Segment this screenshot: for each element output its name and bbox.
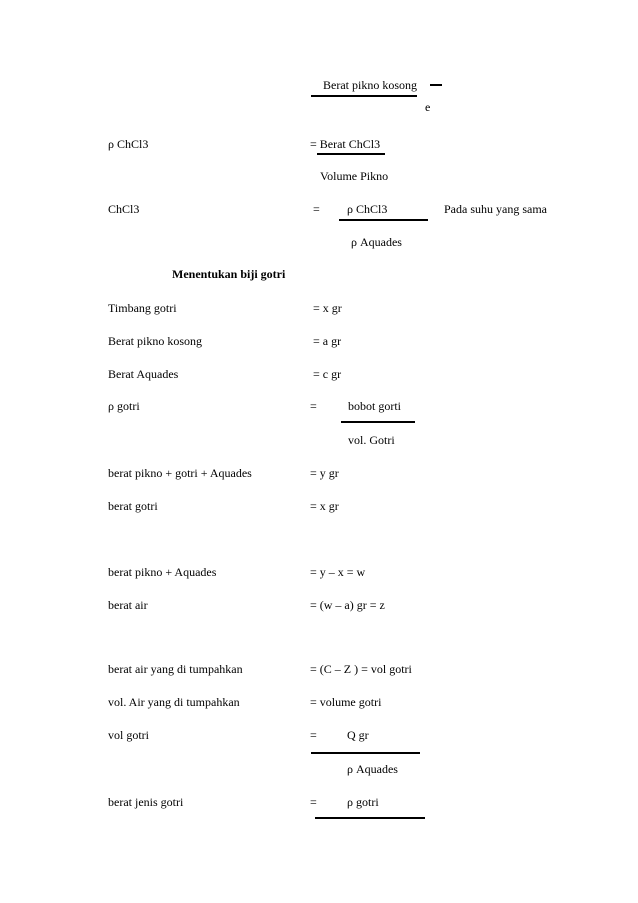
berat-jenis-numerator: ρ gotri — [347, 795, 379, 809]
row-value: = (C – Z ) = vol gotri — [310, 662, 412, 676]
row-value: = (w – a) gr = z — [310, 598, 385, 612]
density-chcl3-denominator: Volume Pikno — [320, 169, 389, 183]
e-text: e — [425, 100, 431, 114]
row-value: = c gr — [313, 367, 342, 381]
row-label: Berat Aquades — [108, 367, 179, 381]
relative-chcl3-denominator: ρ Aquades — [351, 235, 402, 249]
row-value: = y gr — [310, 466, 339, 480]
row-value: = x gr — [313, 301, 342, 315]
relative-chcl3-numerator: ρ ChCl3 — [347, 202, 388, 216]
fraction-bar — [339, 219, 428, 221]
density-gotri-numerator: bobot gorti — [348, 399, 401, 413]
vol-gotri-denominator: ρ Aquades — [347, 762, 398, 776]
row-label: berat gotri — [108, 499, 158, 513]
density-gotri-denominator: vol. Gotri — [348, 433, 395, 447]
row-value: = volume gotri — [310, 695, 382, 709]
fraction-bar — [315, 817, 425, 819]
relative-chcl3-label: ChCl3 — [108, 202, 140, 216]
vol-gotri-numerator: Q gr — [347, 728, 369, 742]
vol-gotri-label: vol gotri — [108, 728, 149, 742]
equals-sign: = — [313, 202, 320, 216]
row-label: Timbang gotri — [108, 301, 177, 315]
fraction-bar — [317, 153, 385, 155]
fraction-bar — [311, 95, 417, 97]
row-value: = y – x = w — [310, 565, 366, 579]
fraction-bar — [311, 752, 420, 754]
berat-jenis-label: berat jenis gotri — [108, 795, 184, 809]
equals-sign: = — [310, 728, 317, 742]
berat-pikno-kosong-text: Berat pikno kosong — [323, 78, 417, 92]
row-label: berat air yang di tumpahkan — [108, 662, 243, 676]
density-gotri-label: ρ gotri — [108, 399, 140, 413]
equals-sign: = — [310, 399, 317, 413]
density-chcl3-formula: = Berat ChCl3 — [310, 137, 381, 151]
row-label: Berat pikno kosong — [108, 334, 202, 348]
row-label: berat pikno + Aquades — [108, 565, 217, 579]
row-value: = a gr — [313, 334, 342, 348]
row-label: berat pikno + gotri + Aquades — [108, 466, 252, 480]
relative-chcl3-note: Pada suhu yang sama — [444, 202, 547, 216]
row-value: = x gr — [310, 499, 339, 513]
row-label: berat air — [108, 598, 148, 612]
minus-sign — [430, 84, 442, 86]
fraction-bar — [341, 421, 415, 423]
equals-sign: = — [310, 795, 317, 809]
density-chcl3-label: ρ ChCl3 — [108, 137, 149, 151]
section-heading: Menentukan biji gotri — [172, 267, 286, 281]
row-label: vol. Air yang di tumpahkan — [108, 695, 240, 709]
